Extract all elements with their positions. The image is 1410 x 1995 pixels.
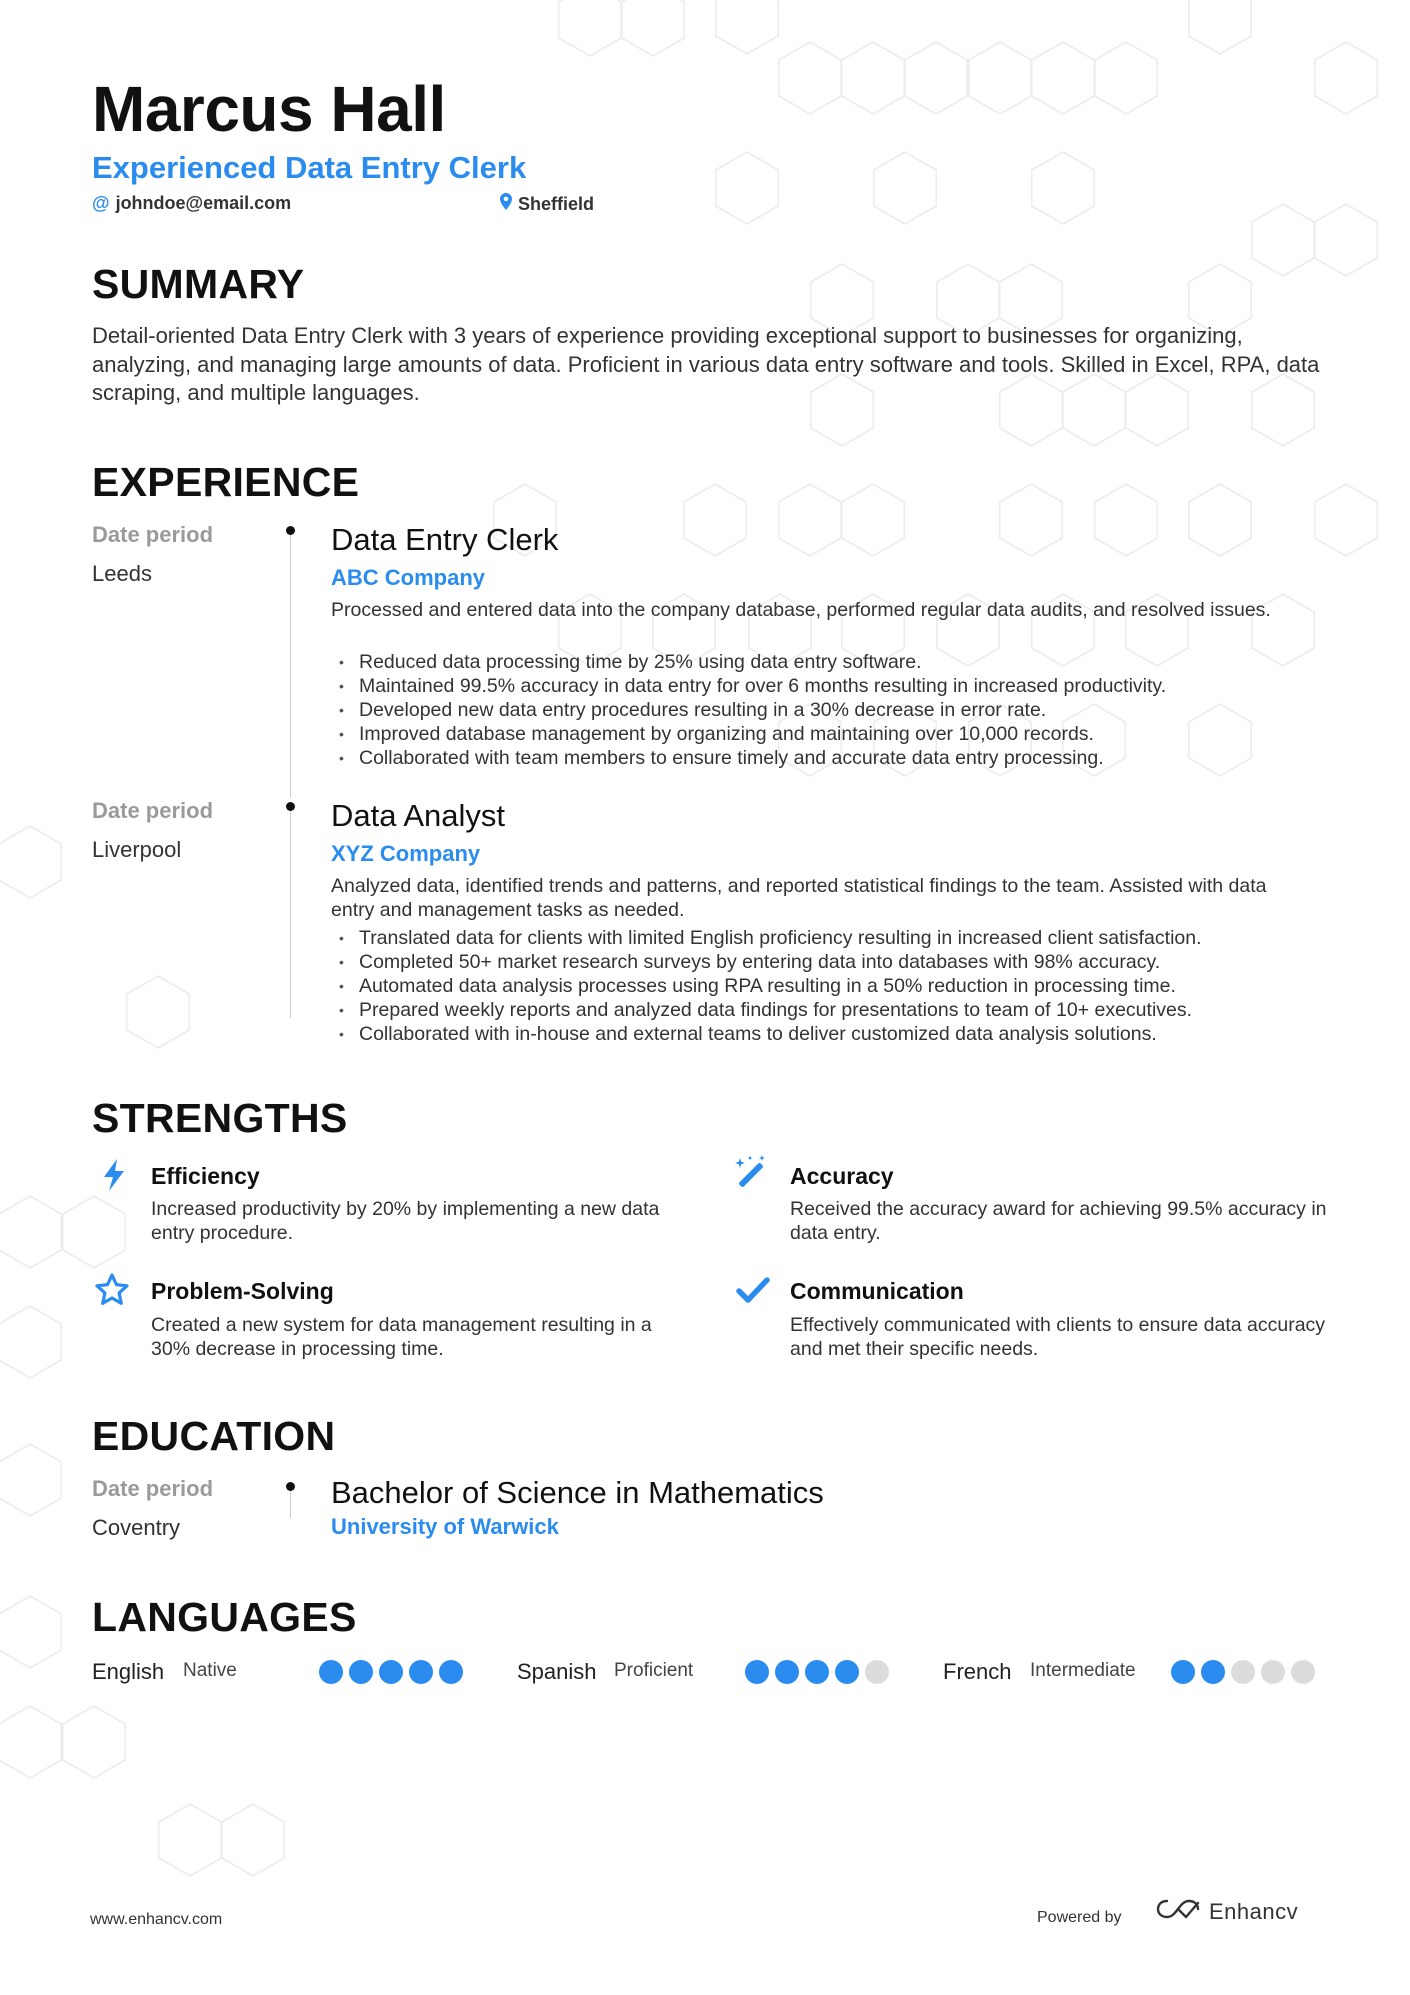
job-location: Leeds [92, 561, 152, 586]
rating-dot-empty [1231, 1660, 1255, 1684]
job-bullet: • Automated data analysis processes using RPA resulting in a 50% reduction in processing time. [331, 974, 1311, 998]
checkmark-icon [735, 1272, 771, 1308]
job-bullet: • Collaborated with in-house and external teams to deliver customized data analysis solutions. [331, 1022, 1311, 1046]
job-company: ABC Company [331, 565, 486, 590]
job-role: Data Analyst [331, 798, 506, 833]
timeline-line [290, 532, 291, 797]
job-bullet: • Developed new data entry procedures resulting in a 30% decrease in error rate. [331, 698, 1311, 722]
enhancv-brand[interactable] [1155, 1897, 1298, 1926]
job-bullets [331, 650, 1311, 770]
at-icon: @ [92, 193, 110, 213]
job-bullets [331, 926, 1311, 1046]
rating-dot-filled [439, 1660, 463, 1684]
strength-title: Communication [790, 1278, 964, 1304]
map-pin-icon [500, 193, 512, 215]
strength-description: Effectively communicated with clients to ensure data accuracy and met their specific needs. [790, 1314, 1326, 1360]
summary-heading: SUMMARY [92, 261, 305, 307]
rating-dot-filled [835, 1660, 859, 1684]
job-date: Date period [92, 798, 214, 823]
strength-description: Received the accuracy award for achieving 99.5% accuracy in data entry. [790, 1198, 1327, 1244]
language-level: Native [183, 1660, 237, 1681]
education-degree: Bachelor of Science in Mathematics [331, 1475, 824, 1510]
rating-dot-empty [1261, 1660, 1285, 1684]
rating-dot-filled [1201, 1660, 1225, 1684]
language-rating [745, 1660, 889, 1684]
rating-dot-filled [379, 1660, 403, 1684]
rating-dot-empty [865, 1660, 889, 1684]
job-bullet: • Collaborated with team members to ensure timely and accurate data entry processing. [331, 746, 1311, 770]
star-icon [94, 1272, 130, 1308]
strength-title: Accuracy [790, 1163, 894, 1189]
language-name: English [92, 1659, 165, 1684]
location-text: Sheffield [518, 193, 595, 214]
rating-dot-filled [349, 1660, 373, 1684]
rating-dot-empty [1291, 1660, 1315, 1684]
lightning-bolt-icon [96, 1157, 132, 1193]
strength-title: Efficiency [151, 1163, 260, 1189]
language-rating [319, 1660, 463, 1684]
language-rating [1171, 1660, 1315, 1684]
strengths-heading: STRENGTHS [92, 1095, 348, 1141]
rating-dot-filled [319, 1660, 343, 1684]
rating-dot-filled [745, 1660, 769, 1684]
strength-title: Problem-Solving [151, 1278, 334, 1304]
timeline-dot [286, 1482, 295, 1491]
job-bullet: • Completed 50+ market research surveys by entering data into databases with 98% accuracy. [331, 950, 1311, 974]
language-level: Intermediate [1030, 1660, 1136, 1681]
rating-dot-filled [1171, 1660, 1195, 1684]
strength-description: Increased productivity by 20% by implementing a new data entry procedure. [151, 1198, 660, 1244]
job-description: Analyzed data, identified trends and patterns, and reported statistical findings to the team. Assisted with data entry and management tasks as needed. [331, 875, 1267, 921]
candidate-name: Marcus Hall [92, 73, 446, 145]
footer-url[interactable]: www.enhancv.com [90, 1911, 223, 1928]
job-role: Data Entry Clerk [331, 522, 559, 557]
education-heading: EDUCATION [92, 1413, 336, 1459]
enhancv-logo-icon [1155, 1897, 1201, 1926]
education-location: Coventry [92, 1515, 181, 1540]
summary-text: Detail-oriented Data Entry Clerk with 3 years of experience providing exceptional support to businesses for organizing, analyzing, and managing large amounts of data. Proficient in various data entry software and tools. Skilled in Excel, RPA, data scraping, and multiple languages. [92, 323, 1320, 405]
strength-description: Created a new system for data management resulting in a 30% decrease in processing time. [151, 1314, 652, 1360]
timeline-dot [286, 526, 295, 535]
job-company: XYZ Company [331, 841, 481, 866]
experience-heading: EXPERIENCE [92, 459, 360, 505]
languages-heading: LANGUAGES [92, 1594, 357, 1640]
job-bullet: • Translated data for clients with limited English proficiency resulting in increased client satisfaction. [331, 926, 1311, 950]
education-date: Date period [92, 1476, 214, 1501]
job-date: Date period [92, 522, 214, 547]
powered-by-label: Powered by [1037, 1909, 1122, 1926]
timeline-line [290, 1488, 291, 1518]
timeline-dot [286, 802, 295, 811]
language-level: Proficient [614, 1660, 694, 1681]
job-bullet: • Improved database management by organizing and maintaining over 10,000 records. [331, 722, 1311, 746]
rating-dot-filled [409, 1660, 433, 1684]
rating-dot-filled [805, 1660, 829, 1684]
job-location: Liverpool [92, 837, 182, 862]
language-name: Spanish [517, 1659, 597, 1684]
language-name: French [943, 1659, 1012, 1684]
enhancv-brand-text: Enhancv [1209, 1898, 1299, 1924]
contact-email[interactable] [92, 193, 291, 214]
candidate-title: Experienced Data Entry Clerk [92, 150, 527, 185]
contact-location [500, 193, 594, 215]
education-school: University of Warwick [331, 1514, 559, 1539]
magic-wand-icon [734, 1155, 770, 1191]
rating-dot-filled [775, 1660, 799, 1684]
job-bullet: • Prepared weekly reports and analyzed data findings for presentations to team of 10+ executives. [331, 998, 1311, 1022]
job-bullet: • Reduced data processing time by 25% using data entry software. [331, 650, 1311, 674]
email-text: johndoe@email.com [115, 193, 292, 213]
job-bullet: • Maintained 99.5% accuracy in data entry for over 6 months resulting in increased productivity. [331, 674, 1311, 698]
job-description: Processed and entered data into the company database, performed regular data audits, and resolved issues. [331, 599, 1271, 621]
timeline-line [290, 808, 291, 1018]
